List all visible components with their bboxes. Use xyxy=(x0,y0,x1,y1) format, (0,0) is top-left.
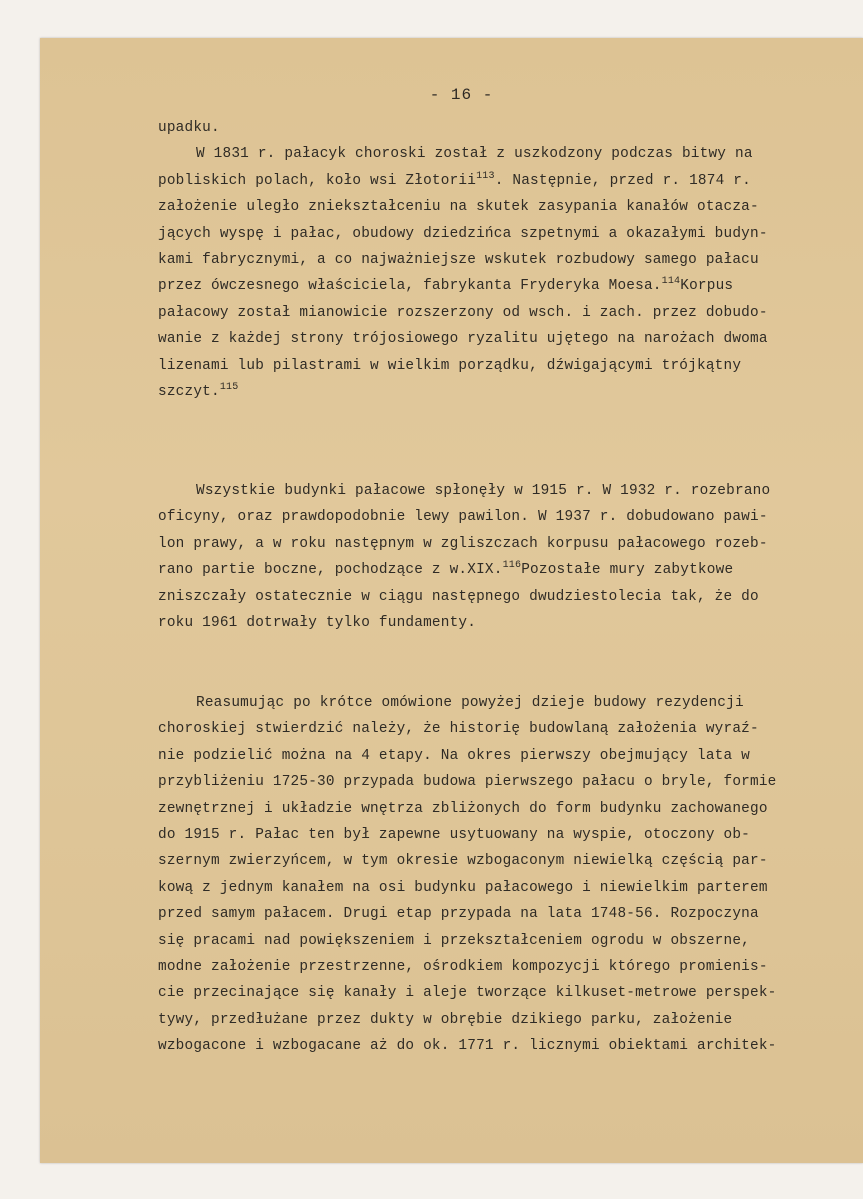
text-line xyxy=(158,954,848,980)
line-text: szernym zwierzyńcem, w tym okresie wzbogaconym niewielką częścią par- xyxy=(158,853,768,870)
text-line xyxy=(158,300,848,326)
line-text: wanie z każdej strony trójosiowego ryzalitu ujętego na narożach dwoma xyxy=(158,331,768,348)
line-text: roku 1961 dotrwały tylko fundamenty. xyxy=(158,614,477,631)
line-text: nie podzielić można na 4 etapy. Na okres pierwszy obejmujący lata w xyxy=(158,747,750,764)
line-text: pobliskich polach, koło wsi Złotorii xyxy=(158,172,477,189)
text-line xyxy=(158,115,848,141)
line-text: przez ówczesnego właściciela, fabrykanta Fryderyka Moesa. xyxy=(158,278,662,295)
line-text: upadku. xyxy=(158,120,220,136)
text-line xyxy=(158,769,848,795)
text-line xyxy=(158,980,848,1006)
line-text: przed samym pałacem. Drugi etap przypada na lata 1748-56. Rozpoczyna xyxy=(158,906,759,923)
page-number: - 16 - xyxy=(429,86,494,104)
text-line xyxy=(158,716,848,742)
line-text-continuation: . Następnie, przed r. 1874 r. xyxy=(494,172,751,189)
text-line xyxy=(158,584,848,610)
line-text: przybliżeniu 1725-30 przypada budowa pierwszego pałacu o bryle, formie xyxy=(158,774,777,791)
line-text: W 1831 r. pałacyk choroski został z uszkodzony podczas bitwy na xyxy=(196,146,753,163)
line-text: Wszystkie budynki pałacowe spłonęły w 1915 r. W 1932 r. rozebrano xyxy=(196,483,771,499)
line-text: wzbogacone i wzbogacane aż do ok. 1771 r. licznymi obiektami architek- xyxy=(158,1038,777,1055)
text-line xyxy=(158,796,848,822)
line-text: kową z jednym kanałem na osi budynku pałacowego i niewielkim parterem xyxy=(158,879,768,896)
text-line xyxy=(158,478,848,504)
line-text: lizenami lub pilastrami w wielkim porządku, dźwigającymi trójkątny xyxy=(158,357,742,374)
text-line xyxy=(158,901,848,927)
text-line xyxy=(158,557,848,583)
text-line xyxy=(158,379,848,405)
line-text: pałacowy został mianowicie rozszerzony od wsch. i zach. przez dobudo- xyxy=(158,304,768,321)
footnote-marker: 113 xyxy=(476,170,495,182)
text-line xyxy=(158,326,848,352)
line-text: oficyny, oraz prawdopodobnie lewy pawilon. W 1937 r. dobudowano pawi- xyxy=(158,509,768,526)
line-text: jących wyspę i pałac, obudowy dziedzińca szpetnymi a okazałymi budyn- xyxy=(158,225,768,242)
text-line xyxy=(158,610,848,636)
paragraph-1 xyxy=(158,115,848,405)
line-text-continuation: Pozostałe mury zabytkowe xyxy=(521,562,734,579)
line-text: założenie uległo zniekształceniu na skutek zasypania kanałów otacza- xyxy=(158,199,759,216)
text-line xyxy=(158,1033,848,1059)
line-text: szczyt. xyxy=(158,383,220,400)
text-line xyxy=(158,504,848,530)
line-text: tywy, przedłużane przez dukty w obrębie dzikiego parku, założenie xyxy=(158,1011,733,1028)
text-line xyxy=(158,353,848,379)
line-text: rano partie boczne, pochodzące z w.XIX. xyxy=(158,562,503,579)
text-line xyxy=(158,247,848,273)
text-line xyxy=(158,221,848,247)
line-text: zniszczały ostatecznie w ciągu następnego dwudziestolecia tak, że do xyxy=(158,588,759,605)
line-text: kami fabrycznymi, a co najważniejsze wskutek rozbudowy samego pałacu xyxy=(158,251,759,268)
footnote-marker: 114 xyxy=(661,276,681,288)
text-line xyxy=(158,875,848,901)
line-text-continuation: Korpus xyxy=(680,278,734,295)
line-text: modne założenie przestrzenne, ośrodkiem kompozycji którego promienis- xyxy=(158,958,768,975)
line-text: cie przecinające się kanały i aleje tworzące kilkuset-metrowe perspek- xyxy=(158,985,777,1002)
paragraph-2 xyxy=(158,478,848,636)
text-line xyxy=(158,848,848,874)
text-line xyxy=(158,690,848,716)
paragraph-3 xyxy=(158,690,848,1059)
footnote-marker: 115 xyxy=(219,381,239,393)
text-line xyxy=(158,928,848,954)
line-text: Reasumując po krótce omówione powyżej dzieje budowy rezydencji xyxy=(196,695,744,711)
line-text: się pracami nad powiększeniem i przekształceniem ogrodu w obszerne, xyxy=(158,932,750,949)
text-line xyxy=(158,273,848,299)
text-line xyxy=(158,194,848,220)
footnote-marker: 116 xyxy=(502,560,522,572)
text-line xyxy=(158,168,848,194)
text-line xyxy=(158,531,848,557)
text-line xyxy=(158,822,848,848)
line-text: zewnętrznej i układzie wnętrza zbliżonych do form budynku zachowanego xyxy=(158,800,768,817)
text-line xyxy=(158,743,848,769)
line-text: lon prawy, a w roku następnym w zgliszczach korpusu pałacowego rozeb- xyxy=(158,535,768,552)
text-line xyxy=(158,141,848,167)
line-text: do 1915 r. Pałac ten był zapewne usytuowany na wyspie, otoczony ob- xyxy=(158,826,750,843)
line-text: choroskiej stwierdzić należy, że historię budowlaną założenia wyraź- xyxy=(158,721,759,738)
text-line xyxy=(158,1007,848,1033)
